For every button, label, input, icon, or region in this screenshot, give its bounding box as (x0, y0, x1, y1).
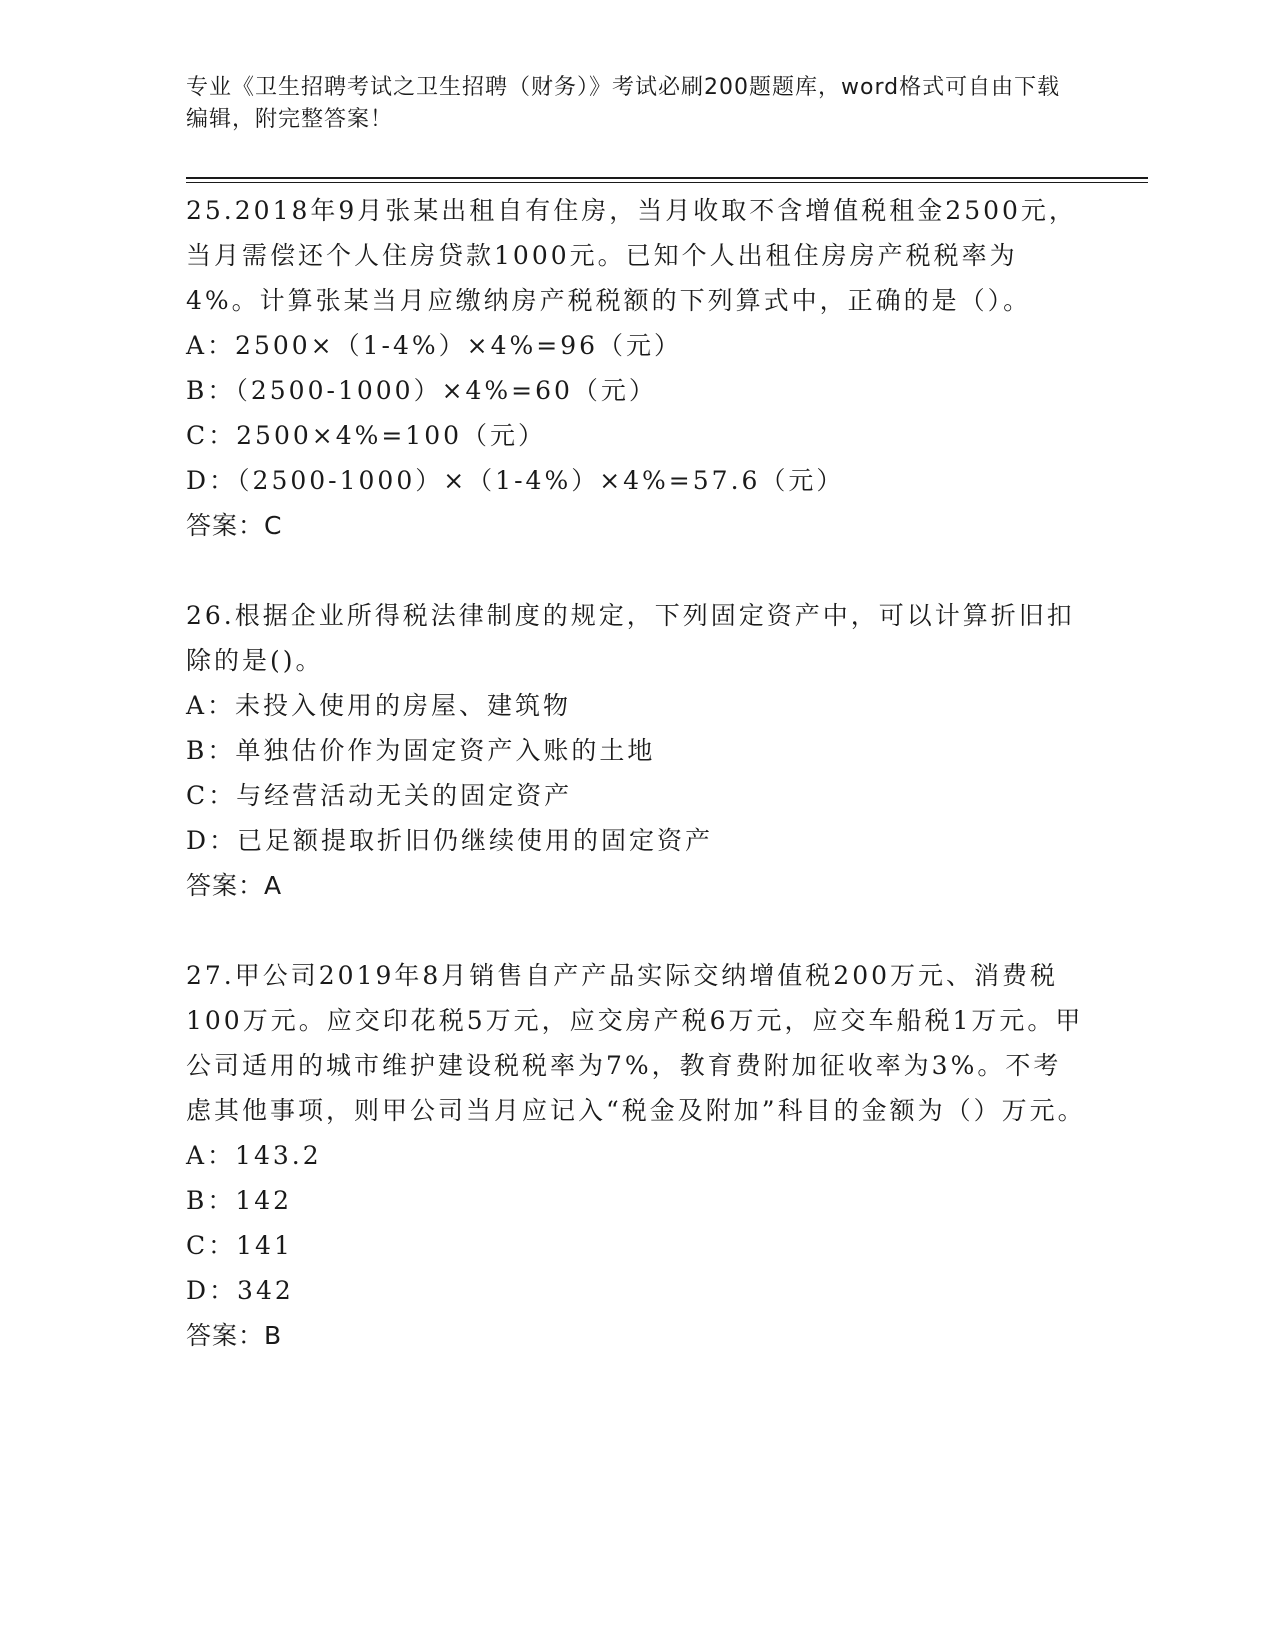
document-header: 专业《卫生招聘考试之卫生招聘（财务）》考试必刷200题题库，word格式可自由下载编辑，附完整答案！ (186, 75, 1061, 132)
option-d: D：342 (186, 1276, 294, 1305)
question-stem: 27.甲公司2019年8月销售自产产品实际交纳增值税200万元、消费税100万元。应交印花税5万元，应交房产税6万元，应交车船税1万元。甲公司适用的城市维护建设税税率为7%，教育费附加征收率为3%。不考虑其他事项，则甲公司当月应记入“税金及附加”科目的金额为（）万元。 (186, 961, 1086, 1125)
option-b: B：142 (186, 1186, 293, 1215)
option-b: B：单独估价作为固定资产入账的土地 (186, 736, 656, 765)
option-d: D：已足额提取折旧仍继续使用的固定资产 (186, 826, 714, 855)
option-d: D：（2500-1000）×（1-4%）×4%=57.6（元） (186, 466, 845, 495)
answer: 答案：C (186, 511, 283, 540)
question-25 (186, 188, 1086, 548)
option-c: C：2500×4%=100（元） (186, 421, 547, 450)
question-26 (186, 593, 1086, 908)
option-a: A：2500×（1-4%）×4%=96（元） (186, 331, 683, 360)
question-27 (186, 953, 1086, 1358)
question-stem: 25.2018年9月张某出租自有住房，当月收取不含增值税租金2500元，当月需偿还个人住房贷款1000元。已知个人出租住房房产税税率为4%。计算张某当月应缴纳房产税税额的下列算式中，正确的是（）。 (186, 196, 1077, 315)
option-a: A：143.2 (186, 1141, 322, 1170)
question-spacer (186, 548, 1086, 593)
header-divider-thin (186, 182, 1148, 183)
option-c: C：与经营活动无关的固定资产 (186, 781, 573, 810)
option-c: C：141 (186, 1231, 293, 1260)
question-stem: 26.根据企业所得税法律制度的规定，下列固定资产中，可以计算折旧扣除的是()。 (186, 601, 1075, 675)
option-b: B：（2500-1000）×4%=60（元） (186, 376, 657, 405)
question-spacer (186, 908, 1086, 953)
option-a: A：未投入使用的房屋、建筑物 (186, 691, 572, 720)
answer: 答案：A (186, 871, 283, 900)
question-list (186, 188, 1086, 1358)
header-divider-thick (186, 177, 1148, 179)
answer: 答案：B (186, 1321, 283, 1350)
